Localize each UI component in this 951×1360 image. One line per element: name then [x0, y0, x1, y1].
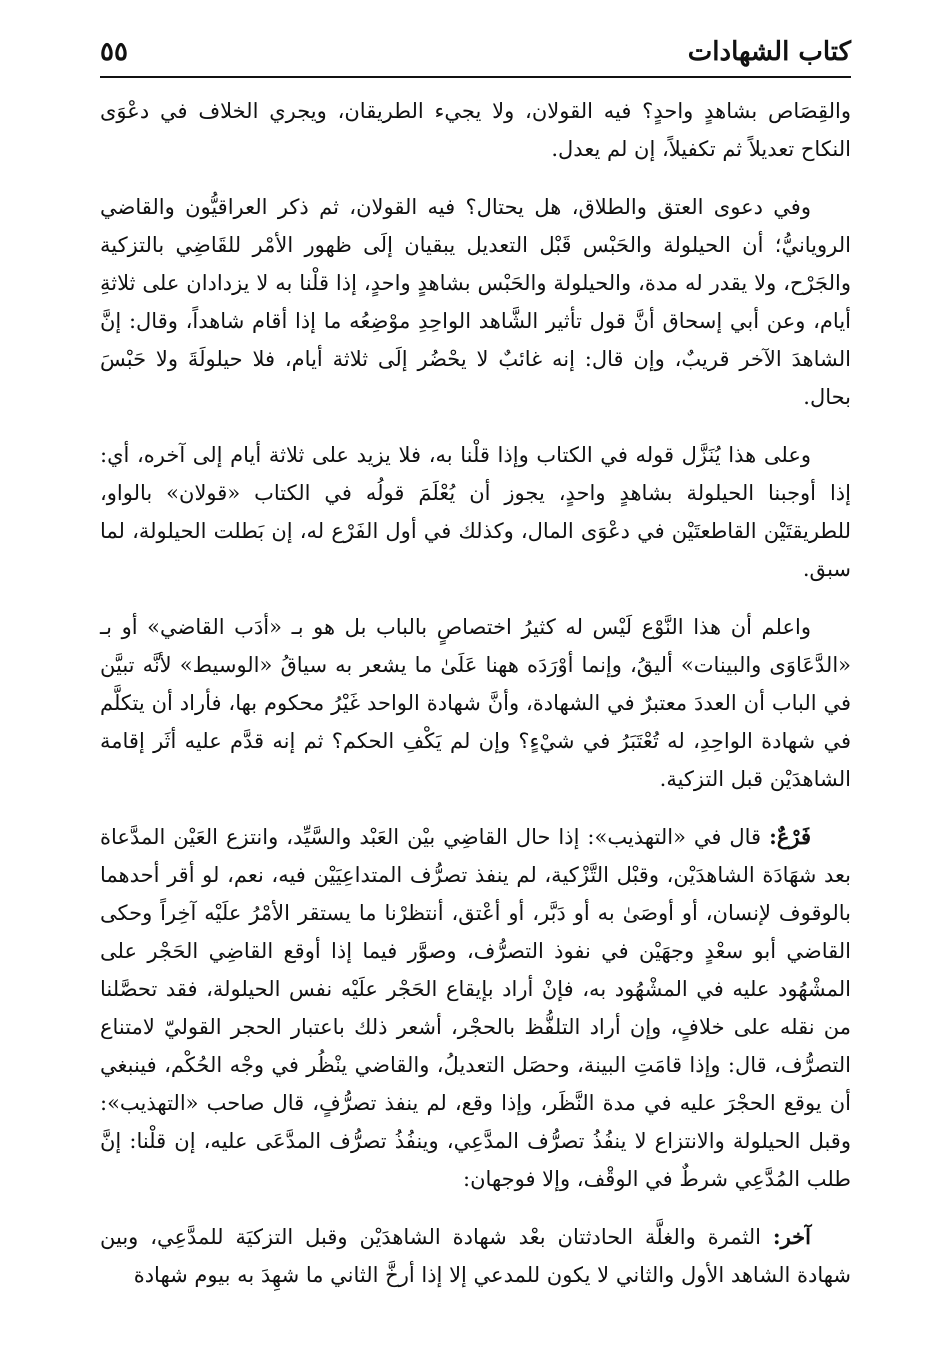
paragraph [100, 608, 851, 798]
paragraph [100, 92, 851, 168]
header-rule [100, 76, 851, 78]
section-lead: فَرْعٌ: [769, 824, 811, 849]
paragraph-text: الثمرة والغلَّة الحادثتان بعْد شهادة الشاهدَيْن وقبل التزكيَة للمدَّعِي، وبين شهادة الشاهد الأول والثاني لا يكون للمدعي إلا إذا أرخَّ الثاني ما شهِدَ به بيوم شهادة [100, 1225, 851, 1287]
page-header [100, 30, 851, 74]
paragraph-text: وعلى هذا يُنَزَّل قوله في الكتاب وإذا قلْنا به، فلا يزيد على ثلاثة أيام إلى آخره، أي: إذا أوجبنا الحيلولة بشاهدٍ واحدٍ، يجوز أن يُعْلَمَ قولُه في الكتاب «قولان» بالواو، للطريقتَيْن القاطعتَيْن في دعْوَى المال، وكذلك في أول الفَرْع له، إن بَطلت الحيلولة، لما سبق. [100, 443, 851, 581]
page-number: ٥٥ [100, 37, 128, 67]
running-title: كتاب الشهادات [687, 37, 851, 67]
paragraph [100, 1218, 851, 1294]
paragraph [100, 436, 851, 588]
paragraph [100, 818, 851, 1198]
paragraph-text: والقِصَاص بشاهدٍ واحدٍ؟ فيه القولان، ولا يجيء الطريقان، ويجري الخلاف في دعْوَى النكاح تعديلاً ثم تكفيلاً، إن لم يعدل. [100, 99, 851, 161]
paragraph-text: وفي دعوى العتق والطلاق، هل يحتال؟ فيه القولان، ثم ذكر العراقيُّون والقاضي الرويانيُّ؛ أن الحيلولة والحَبْس قَبْل التعديل يبقيان إلَى ظهور الأمْر للقَاضِي بالتزكية والجَرْح، ولا يقدر له مدة، والحيلولة والحَبْس بشاهدٍ واحدٍ، إذا قلْنا به لا يزدادان على ثلاثةِ أيام، وعن أبي إسحاق أنَّ قول تأثير الشَّاهد الواحِدِ موْضِعُه ما إذا أقام شاهداً، وقال: إنَّ الشاهدَ الآخر قريبٌ، وإن قال: إنه غائبٌ لا يحْضُر إلَى ثلاثة أيام، فلا حيلولَةَ ولا حَبْسَ بحال. [100, 195, 851, 409]
body-text [100, 92, 851, 1294]
paragraph [100, 188, 851, 416]
section-lead: آخر: [772, 1224, 811, 1249]
paragraph-text: واعلم أن هذا النَّوْع لَيْس له كثيرُ اختصاصٍ بالباب بل هو بـ «أدَب القاضي» أو بـ «الدَّعَاوَى والبينات» أليقُ، وإنما أوْرَدَه ههنا عَلَىٰ ما يشعر به سياقُ «الوسيط» لأنَّه تبيَّن في الباب أن العددَ معتبرٌ في الشهادة، وأنَّ شهادة الواحد غَيْرُ محكوم بها، فأراد أن يتكلَّم في شهادة الواحِدِ، له تُعْتَبَرُ في شيْءٍ؟ وإن لم يَكْفِ الحكم؟ ثم إنه قدَّم عليه أثَر إقامة الشاهدَيْن قبل التزكية. [100, 615, 851, 791]
paragraph-text: قال في «التهذيب»: إذا حال القاضِي بيْن العَبْد والسَّيِّد، وانتزع العَيْن المدَّعاة بعد شهَادَة الشاهدَيْن، وقبْل التَّزْكية، لم ينفذ تصرُّف المتداعِيَيْن فيه، نعم، لو أقر أحدهما بالوقوف لإنسان، أو أوصَىٰ به أو دَبَّر، أو أعْتق، أنتظرْنا ما يستقر الأمْرُ علَيْه آخِراً وحكى القاضي أبو سعْدٍ وجهَيْن في نفوذ التصرُّف، وصوَّر فيما إذا أوقع القاضِي الحَجْر على المشْهُود عليه في المشْهُود به، فإنْ أراد بإيقاع الحَجْر علَيْه نفس الحيلولة، فقد تحصَّلنا من نقله على خلافٍ، وإن أراد التلفُّظ بالحجْر، أشعر ذلك باعتبار الحجر القوليّ لامتناع التصرُّف، قال: وإذا قامَتِ البينة، وحصَل التعديلُ، والقاضي ينْظُر في وجْه الحُكْم، فينبغي أن يوقع الحجْرَ عليه في مدة النَّظَر، وإذا وقع، لم ينفذ تصرُّفٍ، قال صاحب «التهذيب»: وقبل الحيلولة والانتزاع لا ينفُذُ تصرُّف المدَّعِي، وينفُذُ تصرُّف المدَّعَى عليه، إن قلْنا: إنَّ طلب المُدَّعِي شرطٌ في الوقْف، وإلا فوجهان: [100, 825, 851, 1191]
